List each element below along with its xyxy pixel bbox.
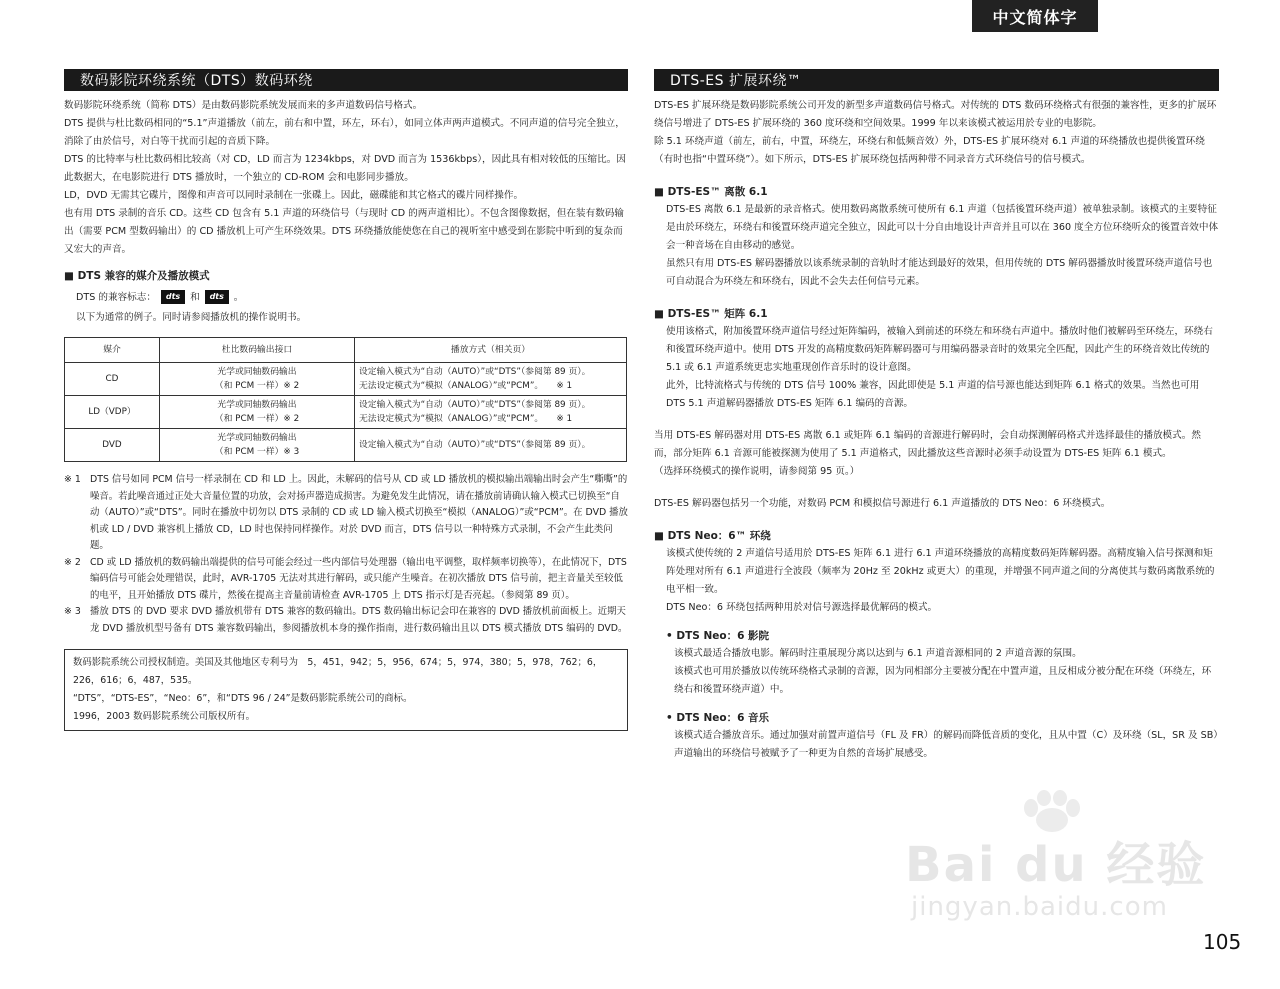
example-line: 以下为通常的例子。同时请参阅播放机的操作说明书。 (76, 312, 307, 323)
paw-logo-icon (1017, 790, 1087, 834)
footnote-text: DTS 信号如同 PCM 信号一样录制在 CD 和 LD 上。因此，未解码的信号从 CD 或 LD 播放机的模拟输出端输出时会产生“嘶嘶”的噪音。若此噪音通过正处大音量位置的功放，会对扬声器造成损害。为避免发生此情况，请在播放前请确认输入模式已切换至“自动（AUTO）”或“DTS”。同时在播放中切勿以 DTS 录制的 CD 或 LD 输入模式切换至“模拟（ANALOG）”或“PCM”。在 DVD 播放机或 LD / DVD 兼容机上播放 CD，LD 时也保持同样操作。对於 DVD 而言，DTS 信号以一种特殊方式录制，不会产生此类问题。 (90, 474, 628, 551)
sub-heading-compat: ■ DTS 兼容的媒介及播放模式 (64, 270, 210, 282)
paragraph: DTS-ES 解码器包括另一个功能，对数码 PCM 和模拟信号源进行 6.1 声道播放的 DTS Neo：6 环绕模式。 (654, 498, 1111, 509)
language-tab: 中文简体字 (972, 0, 1098, 32)
page-number: 105 (1203, 930, 1242, 954)
output-cell (160, 363, 355, 396)
paragraph: DTS Neo：6 环绕包括两种用於对信号源选择最优解码的模式。 (666, 602, 938, 613)
paragraph: DTS-ES 扩展环绕是数码影院系统公司开发的新型多声道数码信号格式。对传统的 DTS 数码环绕格式有很强的兼容性，更多的扩展环绕信号增进了 DTS-ES 扩展环绕的 360 度环绕和空间效果。1999 年以来该模式被运用於专业的电影院。 (654, 100, 1217, 129)
license-line: 1996，2003 数码影院系统公司版权所有。 (73, 711, 255, 722)
mode-cell (355, 429, 627, 462)
mode-cell (355, 363, 627, 396)
license-box (64, 649, 628, 731)
compat-and: 和 (190, 292, 200, 303)
decoder-block (654, 427, 1219, 481)
media-table (64, 337, 627, 462)
footnote (64, 472, 628, 555)
mode-cell (355, 396, 627, 429)
cell-line: 光学或同轴数码输出 (217, 367, 297, 377)
cell-line: 设定输入模式为“自动（AUTO）”或“DTS”（参阅第 89 页）。 (359, 440, 591, 450)
paragraph: （选择环绕模式的操作说明，请参阅第 95 页。） (654, 466, 860, 477)
media-cell: LD（VDP） (65, 396, 160, 429)
paragraph: 数码影院环绕系统（简称 DTS）是由数码影院系统发展而来的多声道数码信号格式。 (64, 100, 423, 111)
table-row (65, 363, 627, 396)
watermark-brand: Bai du 经验 (905, 837, 1207, 893)
paragraph: DTS 提供与杜比数码相同的“5.1”声道播放（前左，前右和中置，环左，环右），如同立体声两声道模式。不同声道的信号完全独立，消除了由於信号，对白等干扰而引起的音质下降。 (64, 118, 625, 147)
footnotes (64, 472, 628, 637)
left-column (64, 69, 628, 731)
right-column (654, 69, 1219, 763)
compat-line (64, 289, 628, 307)
footnote (64, 604, 628, 637)
paragraph: 该模式使传统的 2 声道信号适用於 DTS-ES 矩阵 6.1 进行 6.1 声道环绕播放的高精度数码矩阵解码器。高精度输入信号探测和矩阵处理对所有 6.1 声道进行全波段（频率为 20Hz 至 20kHz 或更大）的重现，并增强不同声道之间的分离使其与数码离散系统的电平相一致。 (666, 548, 1215, 595)
footnote-mark: ※ 1 (64, 474, 81, 485)
heading-neo6-music: • DTS Neo：6 音乐 (666, 712, 770, 724)
cell-line: （和 PCM 一样）※ 3 (214, 447, 300, 457)
section-title-dts-es: DTS-ES 扩展环绕™ (654, 69, 1219, 91)
cell-line: 光学或同轴数码输出 (217, 400, 297, 410)
section-title-dts: 数码影院环绕系统（DTS）数码环绕 (64, 69, 628, 91)
table-header: 播放方式（相关页） (355, 338, 627, 363)
paragraph: DTS-ES 离散 6.1 是最新的录音格式。使用数码离散系统可使所有 6.1 声道（包括後置环绕声道）被单独录制。该模式的主要特征是由於环绕左，环绕右和後置环绕声道完全独立，因此可以十分自由地设计声音并且可以在 360 度全方位环绕听众的後置音效中体会一种音场在自由移动的感觉。 (666, 204, 1219, 251)
dts-intro (64, 97, 628, 259)
paragraph: 该模式也可用於播放以传统环绕格式录制的音源，因为同相部分主要被分配在中置声道，且反相成分被分配在环绕（环绕左，环绕右和後置环绕声道）中。 (674, 666, 1212, 695)
sub-heading-neo6: ■ DTS Neo：6™ 环绕 (654, 530, 771, 542)
paragraph: 此外，比特流格式与传统的 DTS 信号 100% 兼容，因此即使是 5.1 声道的信号源也能达到矩阵 6.1 格式的效果。当然也可用 DTS 5.1 声道解码器播放 DTS-ES 矩阵 6.1 编码的音源。 (666, 380, 1200, 409)
license-line: 数码影院系统公司授权制造。美国及其他地区专利号为 5，451，942；5，956，674；5，974，380；5，978，762；6，226，616；6，487，535。 (73, 657, 603, 686)
cell-line: 设定输入模式为“自动（AUTO）”或“DTS”（参阅第 89 页）。 (359, 400, 591, 410)
table-header-row (65, 338, 627, 363)
media-cell: CD (65, 363, 160, 396)
paragraph: 该模式适合播放音乐。通过加强对前置声道信号（FL 及 FR）的解码而降低音质的变化，且从中置（C）及环绕（SL，SR 及 SB）声道输出的环绕信号被赋予了一种更为自然的音场扩展感受。 (674, 730, 1219, 759)
cell-line: 光学或同轴数码输出 (217, 433, 297, 443)
compat-suffix: 。 (233, 292, 244, 303)
paragraph: DTS 的比特率与杜比数码相比较高（对 CD，LD 而言为 1234kbps，对 DVD 而言为 1536kbps），因此具有相对较低的压缩比。因此数据大，在电影院进行 DTS 播放时，一个独立的 CD-ROM 会和电影同步播放。 (64, 154, 626, 183)
table-row (65, 396, 627, 429)
paragraph: 该模式最适合播放电影。解码时注重展现分离以达到与 6.1 声道音源相同的 2 声道音源的氛围。 (674, 648, 1082, 659)
sub-heading-discrete: ■ DTS-ES™ 离散 6.1 (654, 186, 768, 198)
paragraph: 除 5.1 环绕声道（前左，前右，中置，环绕左，环绕右和低频音效）外，DTS-ES 扩展环绕对 6.1 声道的环绕播放也提供後置环绕（有时也指“中置环绕”）。如下所示，DTS-ES 扩展环绕包括两种带不同录音方式环绕信号的信号模式。 (654, 136, 1205, 165)
footnote (64, 555, 628, 605)
license-line: “DTS”，“DTS-ES”，“Neo：6”，和“DTS 96 / 24”是数码影院系统公司的商标。 (73, 693, 413, 704)
table-row (65, 429, 627, 462)
cell-line: 无法设定模式为“模拟（ANALOG）”或“PCM”。 ※ 1 (359, 381, 573, 391)
cell-line: 无法设定模式为“模拟（ANALOG）”或“PCM”。 ※ 1 (359, 414, 573, 424)
paragraph: 使用该格式，附加後置环绕声道信号经过矩阵编码，被输入到前述的环绕左和环绕右声道中。播放时他们被解码至环绕左，环绕右和後置环绕声道中。使用 DTS 开发的高精度数码矩阵解码器可与用编码器录音时的效果完全匹配，因此产生的环绕音效比传统的 5.1 或 6.1 声道系统更忠实地重现创作音乐时的设计意图。 (666, 326, 1213, 373)
dts-logo-icon: dts (205, 290, 229, 304)
footnote-text: 播放 DTS 的 DVD 要求 DVD 播放机带有 DTS 兼容的数码输出。DTS 数码输出标记会印在兼容的 DVD 播放机前面板上。近期天龙 DVD 播放机型号备有 DTS 兼容数码输出，参阅播放机本身的操作指南，进行数码输出且以 DTS 模式播放 DTS 编码的 DVD。 (90, 606, 628, 634)
media-cell: DVD (65, 429, 160, 462)
table-header: 媒介 (65, 338, 160, 363)
compat-prefix: DTS 的兼容标志： (76, 292, 156, 303)
watermark-url: jingyan.baidu.com (911, 892, 1168, 922)
sub-heading-matrix: ■ DTS-ES™ 矩阵 6.1 (654, 308, 768, 320)
heading-neo6-cinema: • DTS Neo：6 影院 (666, 630, 770, 642)
dts-logo-icon: dts (161, 290, 185, 304)
cell-line: 设定输入模式为“自动（AUTO）”或“DTS”（参阅第 89 页）。 (359, 367, 591, 377)
paragraph: LD，DVD 无需其它碟片，图像和声音可以同时录制在一张碟上。因此，磁碟能和其它格式的碟片同样操作。 (64, 190, 524, 201)
footnote-mark: ※ 2 (64, 556, 81, 568)
footnote-mark: ※ 3 (64, 606, 81, 617)
paragraph: 虽然只有用 DTS-ES 解码器播放以该系统录制的音轨时才能达到最好的效果，但用传统的 DTS 解码器播放时後置环绕声道信号也可自动混合为环绕左和环绕右，因此不会失去任何信号元素。 (666, 258, 1213, 287)
cell-line: （和 PCM 一样）※ 2 (214, 414, 300, 424)
table-header: 杜比数码输出接口 (160, 338, 355, 363)
dts-es-intro (654, 97, 1219, 169)
cell-line: （和 PCM 一样）※ 2 (214, 381, 300, 391)
footnote-text: CD 或 LD 播放机的数码输出端提供的信号可能会经过一些内部信号处理器（输出电平调整，取样频率切换等），在此情况下，DTS 编码信号可能会处理错误，此时，AVR-1705 无法对其进行解码，或只能产生噪音。在初次播放 DTS 信号前，把主音量关至较低的电平，且开始播放 DTS 碟片，然後在提高主音量前请检查 AVR-1705 上 DTS 指示灯是否亮起。（参阅第 89 页）。 (90, 556, 627, 601)
output-cell (160, 396, 355, 429)
baidu-watermark (905, 790, 1235, 930)
output-cell (160, 429, 355, 462)
paragraph: 当用 DTS-ES 解码器对用 DTS-ES 离散 6.1 或矩阵 6.1 编码的音源进行解码时，会自动探测解码格式并选择最佳的播放模式。然而，部分矩阵 6.1 音源可能被探测为使用了 5.1 声道格式，因此播放这些音源时必须手动设置为 DTS-ES 矩阵 6.1 模式。 (654, 430, 1201, 459)
paragraph: 也有用 DTS 录制的音乐 CD。这些 CD 包含有 5.1 声道的环绕信号（与现时 CD 的两声道相比）。不包含图像数据，但在装有数码输出（需要 PCM 型数码输出）的 CD 播放机上可产生环绕效果。DTS 环绕播放能使您在自己的视听室中感受到在影院中听到的复杂而又宏大的声音。 (64, 208, 624, 255)
